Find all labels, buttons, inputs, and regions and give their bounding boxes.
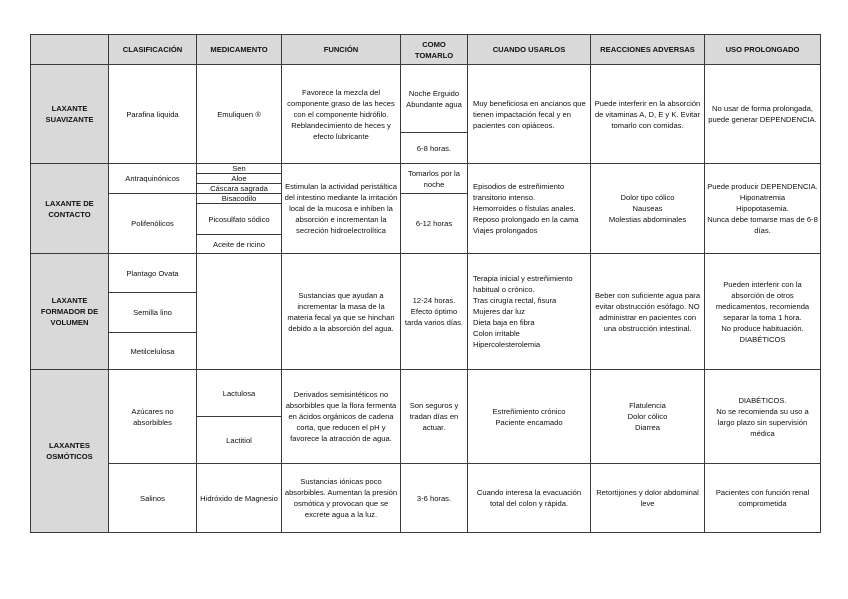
medicamento-cascara-sagrada: Cáscara sagrada bbox=[197, 184, 282, 194]
category-contacto: LAXANTE DE CONTACTO bbox=[31, 164, 109, 254]
clasificacion-salinos: Salinos bbox=[109, 464, 197, 533]
como-tomarlo-azucares: Son seguros y tradan días en actuar. bbox=[401, 370, 468, 464]
como-tomarlo-suavizante: Noche Erguido Abundante agua bbox=[401, 65, 468, 133]
medicamento-aloe: Aloe bbox=[197, 174, 282, 184]
cuando-salinos: Cuando interesa la evacuación total del colon y rápida. bbox=[468, 464, 591, 533]
uso-azucares bbox=[705, 370, 821, 464]
funcion-salinos: Sustancias iónicas poco absorbibles. Aumentan la presión osmótica y provocan que se excrete agua a la luz. bbox=[282, 464, 401, 533]
list-item: Dieta baja en fibra bbox=[473, 318, 535, 327]
header-cuando-usarlos: CUANDO USARLOS bbox=[468, 35, 591, 65]
table-row bbox=[31, 164, 821, 174]
medicamento-lactitiol: Lactitiol bbox=[197, 417, 282, 464]
uso-contacto bbox=[705, 164, 821, 254]
cuando-azucares bbox=[468, 370, 591, 464]
list-item: Pueden interferir con la absorción de otros medicamentos, recomienda separar la toma 1 hora. bbox=[715, 279, 810, 322]
funcion-azucares: Derivados semisintéticos no absorbibles que la flora fermenta en ácidos orgánicos de cadena corta, que reducen el pH y favorece la atracción de agua. bbox=[282, 370, 401, 464]
header-como-tomarlo: COMO TOMARLO bbox=[401, 35, 468, 65]
header-reacciones-adversas: REACCIONES ADVERSAS bbox=[591, 35, 705, 65]
list-item: Dolor tipo cólico bbox=[620, 193, 675, 202]
list-item: Puede producir DEPENDENCIA. bbox=[707, 182, 818, 191]
header-clasificacion: CLASIFICACIÓN bbox=[109, 35, 197, 65]
clasificacion-plantago: Plantago Ovata bbox=[109, 254, 197, 293]
table-row bbox=[31, 464, 821, 533]
list-item: Hipopotasemia. bbox=[736, 204, 789, 213]
list-item: DIABÉTICOS bbox=[739, 334, 786, 344]
funcion-suavizante: Favorece la mezcla del componente graso de las heces con el componente hidrófilo. Reblandecimiento de heces y efecto lubricante bbox=[282, 65, 401, 164]
cuando-contacto bbox=[468, 164, 591, 254]
clasificacion-polifenolicos: Polifenólicos bbox=[109, 194, 197, 254]
medicamento-lactulosa: Lactulosa bbox=[197, 370, 282, 417]
como-tomarlo-contacto: Tomarlos por la noche bbox=[401, 164, 468, 194]
medicamento-bisacodilo: Bisacodilo bbox=[197, 194, 282, 204]
list-item: No produce habituación. bbox=[721, 323, 804, 333]
laxantes-table bbox=[30, 34, 821, 533]
header-row bbox=[31, 35, 821, 65]
medicamento-volumen bbox=[197, 254, 282, 370]
list-item: Reposo prolongado en la cama bbox=[473, 215, 579, 224]
list-item: Molestias abdominales bbox=[608, 215, 687, 224]
list-item: Episodios de estreñimiento transitorio intenso. bbox=[473, 182, 565, 202]
funcion-contacto: Estimulan la actividad peristáltica del intestino mediante la irritación local de la mucosa e inhiben la absorción e incrementan la secreción hidroelectrolítica bbox=[282, 164, 401, 254]
medicamento-sen: Sen bbox=[197, 164, 282, 174]
list-item: Paciente encamado bbox=[495, 417, 563, 427]
tiempo-suavizante: 6-8 horas. bbox=[401, 133, 468, 164]
list-item: No se recomienda su uso a largo plazo sin supervisión médica bbox=[716, 406, 809, 438]
table-row bbox=[31, 65, 821, 133]
reacciones-volumen: Beber con suficiente agua para evitar obstrucción esófago. NO administrar en pacientes con una obstrucción intestinal. bbox=[591, 254, 705, 370]
header-funcion: FUNCIÓN bbox=[282, 35, 401, 65]
medicamento-hidroxido-magnesio: Hidróxido de Magnesio bbox=[197, 464, 282, 533]
list-item: Mujeres dar luz bbox=[473, 307, 525, 316]
uso-suavizante: No usar de forma prolongada, puede generar DEPENDENCIA. bbox=[705, 65, 821, 164]
medicamento-picosulfato: Picosulfato sódico bbox=[197, 204, 282, 235]
list-item: Colon irritable bbox=[473, 329, 520, 338]
list-item: Dolor cólico bbox=[627, 412, 668, 421]
list-item: Viajes prolongados bbox=[473, 226, 538, 235]
como-tomarlo-salinos: 3-6 horas. bbox=[401, 464, 468, 533]
category-volumen: LAXANTE FORMADOR DE VOLUMEN bbox=[31, 254, 109, 370]
reacciones-contacto bbox=[591, 164, 705, 254]
header-uso-prolongado: USO PROLONGADO bbox=[705, 35, 821, 65]
list-item: Tras cirugía rectal, fisura bbox=[473, 296, 557, 305]
table-row bbox=[31, 370, 821, 417]
list-item: Nauseas bbox=[632, 204, 663, 213]
clasificacion-metilcelulosa: Metilcelulosa bbox=[109, 333, 197, 370]
category-suavizante: LAXANTE SUAVIZANTE bbox=[31, 65, 109, 164]
list-item: Hemorroides o fístulas anales. bbox=[473, 204, 576, 213]
reacciones-suavizante: Puede interferir en la absorción de vitaminas A, D, E y K. Evitar tomarlo con comidas. bbox=[591, 65, 705, 164]
list-item: Nunca debe tomarse mas de 6-8 días. bbox=[707, 215, 818, 235]
list-item: Hipercolesterolemia bbox=[473, 340, 541, 349]
como-tomarlo-volumen: 12-24 horas. Efecto óptimo tarda varios días. bbox=[401, 254, 468, 370]
medicamento-emuliquen: Emuliquen ® bbox=[197, 65, 282, 164]
uso-volumen bbox=[705, 254, 821, 370]
funcion-volumen: Sustancias que ayudan a incrementar la masa de la materia fecal ya que se hinchan debido a la absorción del agua. bbox=[282, 254, 401, 370]
table-row bbox=[31, 254, 821, 293]
clasificacion-parafina: Parafina liquida bbox=[109, 65, 197, 164]
clasificacion-semilla-lino: Semilla lino bbox=[109, 293, 197, 333]
list-item: Terapia inicial y estreñimiento habitual o crónico. bbox=[473, 274, 573, 294]
reacciones-azucares bbox=[591, 370, 705, 464]
list-item: Estreñimiento crónico bbox=[492, 406, 566, 416]
list-item: Hiponatremia bbox=[739, 193, 786, 202]
cuando-suavizante: Muy beneficiosa en ancianos que tienen impactación fecal y en pacientes con opiáceos. bbox=[468, 65, 591, 164]
clasificacion-azucares: Azúcares no absorbibles bbox=[109, 370, 197, 464]
list-item: Flatulencia bbox=[629, 401, 666, 410]
header-blank bbox=[31, 35, 109, 65]
clasificacion-antraquinonicos: Antraquinónicos bbox=[109, 164, 197, 194]
reacciones-salinos: Retortijones y dolor abdominal leve bbox=[591, 464, 705, 533]
list-item: Diarrea bbox=[635, 423, 660, 432]
category-osmoticos: LAXANTES OSMÓTICOS bbox=[31, 370, 109, 533]
list-item: DIABÉTICOS. bbox=[738, 395, 787, 405]
medicamento-aceite-ricino: Aceite de ricino bbox=[197, 235, 282, 254]
tiempo-contacto: 6-12 horas bbox=[401, 194, 468, 254]
cuando-volumen bbox=[468, 254, 591, 370]
uso-salinos: Pacientes con función renal comprometida bbox=[705, 464, 821, 533]
header-medicamento: MEDICAMENTO bbox=[197, 35, 282, 65]
